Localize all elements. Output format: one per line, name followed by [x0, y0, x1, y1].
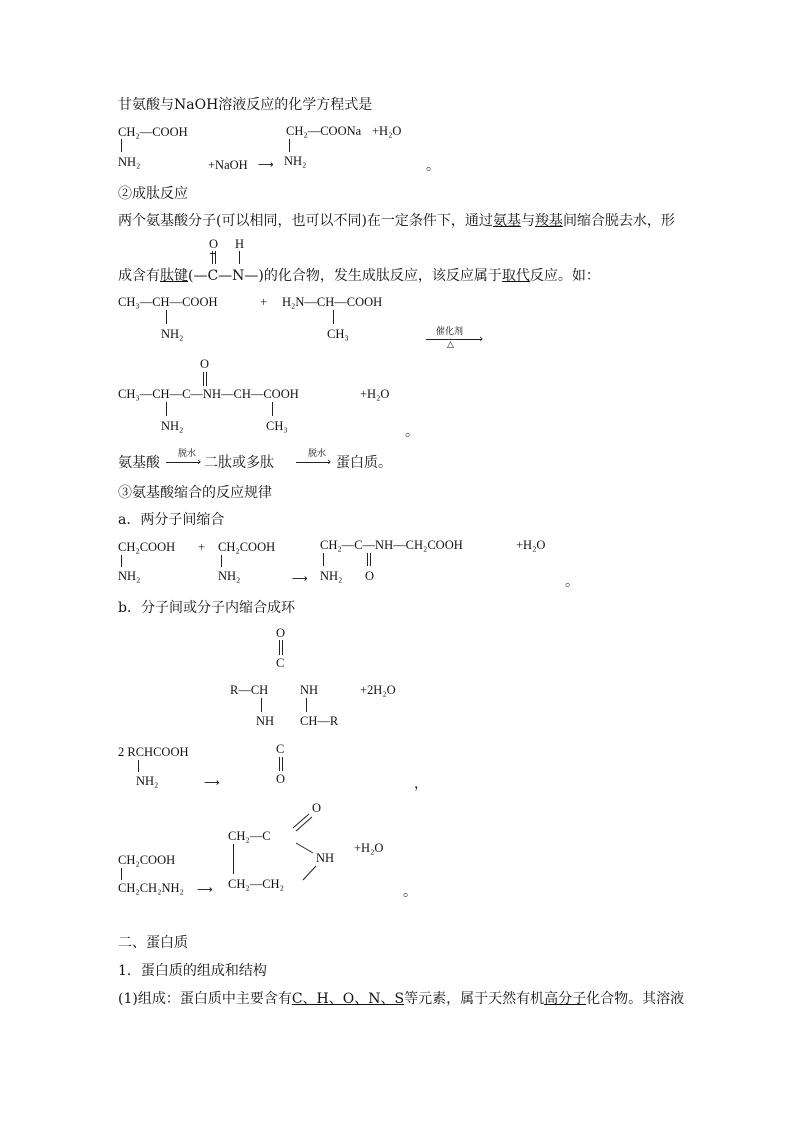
ring-carbon: C — [276, 656, 285, 670]
plus-sign: + — [260, 295, 268, 309]
amino-group: NH₂ — [161, 327, 184, 341]
period: 。 — [405, 424, 419, 440]
water-label: +H₂O — [372, 124, 402, 138]
amino-group: NH₂ — [218, 569, 241, 583]
amino-group: NH₂ — [320, 569, 343, 583]
methyl-group: CH₃ — [266, 419, 288, 433]
reactant-alanine-2: H₂N—CH—COOH — [282, 295, 383, 309]
section-heading: ③氨基酸缩合的反应规律 — [118, 485, 272, 501]
dipeptide-formula: CH₂—C—NH—CH₂COOH — [320, 538, 463, 552]
reaction-arrow: ⟶ — [258, 158, 274, 171]
carbonyl-oxygen: O — [312, 801, 322, 815]
paragraph-text: 等元素，属于天然有机 — [404, 991, 545, 1007]
carbonyl-oxygen: O — [276, 772, 286, 786]
reaction-arrow: ⟶ — [292, 572, 308, 585]
chain-amino-acid: 氨基酸 — [118, 455, 160, 471]
catalyst-label: 催化剂 — [436, 327, 464, 337]
reaction-arrow: ⟶ — [197, 883, 213, 896]
term-substitution: 取代 — [501, 268, 530, 284]
intro-text: 甘氨酸与NaOH溶液反应的化学方程式是 — [118, 97, 373, 113]
ring-ch2-c: CH₂—C — [228, 829, 271, 843]
reactant-glycine: CH₂COOH — [118, 540, 176, 554]
water-label: +H₂O — [360, 387, 390, 401]
water-label: +H₂O — [516, 538, 546, 552]
carbonyl-oxygen: O — [365, 569, 375, 583]
subsection-heading: b．分子间或分子内缩合成环 — [118, 600, 295, 616]
naoh-label: +NaOH — [208, 158, 248, 172]
ring-ch2-ch2: CH₂—CH₂ — [228, 877, 284, 891]
amino-group: NH₂ — [118, 569, 141, 583]
ring-nh: NH — [300, 683, 319, 697]
bond-line — [121, 868, 122, 880]
paragraph-text: (1)组成：蛋白质中主要含有 — [118, 991, 292, 1007]
dehydrate-label: 脱水 — [308, 449, 327, 459]
paragraph-text: 两个氨基酸分子(可以相同，也可以不同)在一定条件下，通过 — [118, 213, 493, 229]
chain-peptide: 二肽或多肽 — [204, 455, 274, 471]
amino-group: NH₂ — [161, 419, 184, 433]
ring-bond — [296, 843, 313, 853]
reactant-amino-acid: 2 RCHCOOH — [118, 745, 189, 759]
subsection-heading: a．两分子间缩合 — [118, 512, 225, 528]
product-amino: NH₂ — [284, 154, 307, 168]
connector-text: 与 — [520, 213, 535, 229]
water-label: +H₂O — [354, 841, 384, 855]
arrow-head: › — [479, 332, 484, 345]
paragraph-line — [118, 991, 684, 1007]
subsection-heading: 1．蛋白质的组成和结构 — [118, 963, 267, 979]
ring-nh: NH — [256, 714, 275, 728]
term-carboxyl: 羧基 — [534, 213, 563, 229]
water-label: +2H₂O — [360, 683, 396, 697]
comma: ， — [414, 776, 428, 792]
paragraph-text: 反应。如： — [529, 268, 600, 284]
reactant-alanine: CH₃—CH—COOH — [118, 295, 218, 309]
period: 。 — [426, 158, 440, 174]
term-elements: C、H、O、N、S — [291, 991, 405, 1007]
term-peptide-bond: 肽键 — [160, 268, 188, 284]
paragraph-text: 成含有 — [118, 268, 160, 284]
double-bond — [293, 814, 309, 828]
paragraph-text: 间缩合脱去水，形 — [562, 213, 675, 229]
bond-formula: (—C—N—) — [188, 268, 264, 284]
ring-carbon: C — [276, 742, 285, 756]
heat-symbol: △ — [447, 340, 454, 350]
bond-hydrogen: H — [235, 237, 245, 251]
carbonyl-oxygen: O — [200, 357, 210, 371]
double-bond — [296, 817, 312, 831]
term-amino: 氨基 — [492, 213, 521, 229]
ring-r-ch: R—CH — [230, 683, 269, 697]
product-formula: CH₂—COONa — [286, 124, 362, 138]
ring-nh: NH — [316, 851, 335, 865]
period: 。 — [403, 884, 417, 900]
amino-group: NH₂ — [136, 774, 159, 788]
reactant-formula: CH₂—COOH — [118, 125, 188, 139]
section-heading: 二、蛋白质 — [118, 935, 188, 951]
reaction-arrow: ⟶ — [204, 776, 220, 789]
reactant-glycine-2: CH₂COOH — [218, 540, 276, 554]
chain-protein: 蛋白质。 — [336, 455, 392, 471]
paragraph-text: 化合物。其溶液 — [586, 991, 685, 1007]
reactant-amino: NH₂ — [118, 155, 141, 169]
arrow-head: › — [197, 455, 202, 468]
paragraph-text: 的化合物，发生成肽反应，该反应属于 — [263, 268, 502, 284]
period: 。 — [565, 574, 579, 590]
carbonyl-oxygen: O — [276, 626, 286, 640]
arrow-head: › — [327, 455, 332, 468]
amino-chain: CH₂CH₂NH₂ — [118, 881, 184, 895]
section-heading: ②成肽反应 — [118, 186, 188, 202]
bond-oxygen: O — [209, 237, 219, 251]
methyl-group: CH₃ — [327, 327, 349, 341]
plus-sign: + — [198, 540, 206, 554]
ring-ch-r: CH—R — [300, 714, 339, 728]
term-macromolecule: 高分子 — [544, 991, 587, 1007]
dipeptide-formula: CH₃—CH—C—NH—CH—COOH — [118, 387, 299, 401]
reactant-amino-acid: CH₂COOH — [118, 853, 176, 867]
ring-bond — [303, 866, 316, 880]
dehydrate-label: 脱水 — [178, 449, 197, 459]
